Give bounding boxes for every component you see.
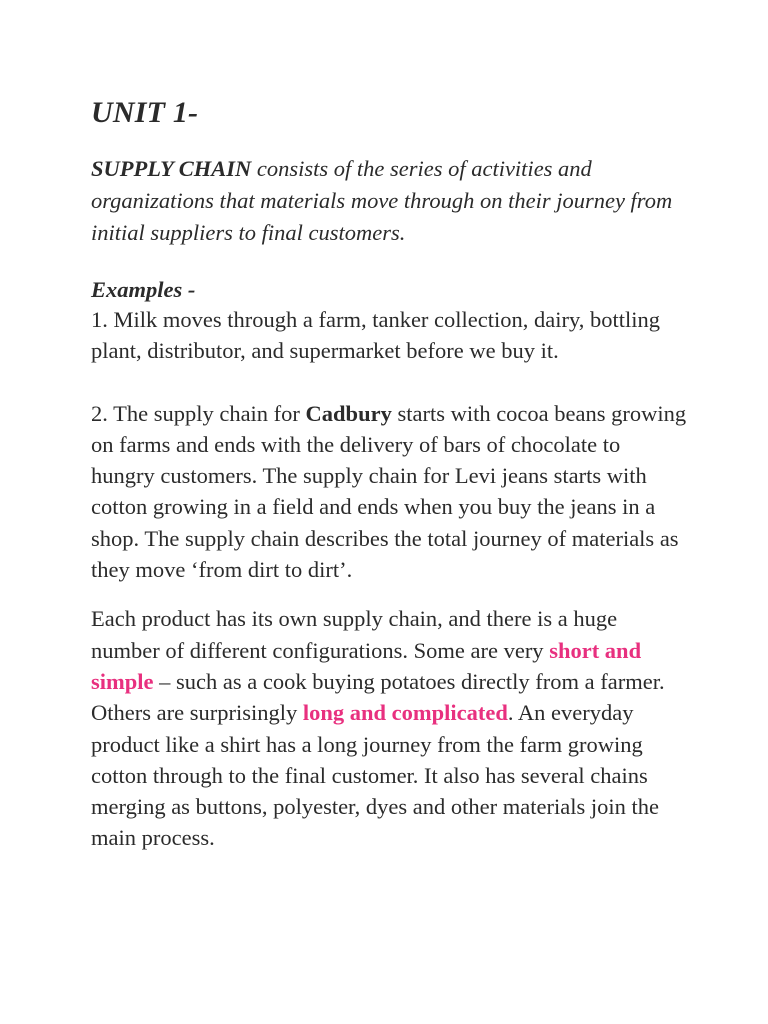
definition-paragraph	[91, 153, 688, 249]
example-2-brand: Cadbury	[305, 400, 392, 426]
page-title: UNIT 1-	[91, 96, 199, 129]
definition-term: SUPPLY CHAIN	[91, 156, 252, 181]
paragraph-3-part-1: Each product has its own supply chain, and there is a huge number of different configurations. Some are very	[91, 606, 618, 663]
highlight-long-and-complicated: long and complicated	[302, 700, 508, 726]
example-2-intro: 2. The supply chain for	[91, 400, 306, 426]
example-1: 1. Milk moves through a farm, tanker collection, dairy, bottling plant, distributor, and supermarket before we buy it.	[91, 307, 661, 364]
examples-heading: Examples -	[91, 277, 196, 302]
example-2-body: starts with cocoa beans growing on farms and ends with the delivery of bars of chocolate to hungry customers. The supply chain for Levi jeans starts with cotton growing in a field and ends when you buy the jeans in a shop. The supply chain describes the total journey of materials as they move ‘from dirt to dirt’.	[91, 400, 687, 583]
definition-text: consists of the series of activities and organizations that materials move through on their journey from initial suppliers to final customers.	[91, 156, 673, 245]
paragraph-3	[91, 603, 688, 853]
highlight-short-and-simple: short and simple	[91, 637, 642, 694]
paragraph-3-part-3: . An everyday product like a shirt has a long journey from the farm growing cotton through to the final customer. It also has several chains merging as buttons, polyester, dyes and other materials join the main process.	[91, 700, 659, 851]
example-2	[91, 398, 688, 586]
paragraph-3-part-2: – such as a cook buying potatoes directly from a farmer. Others are surprisingly	[91, 668, 665, 726]
